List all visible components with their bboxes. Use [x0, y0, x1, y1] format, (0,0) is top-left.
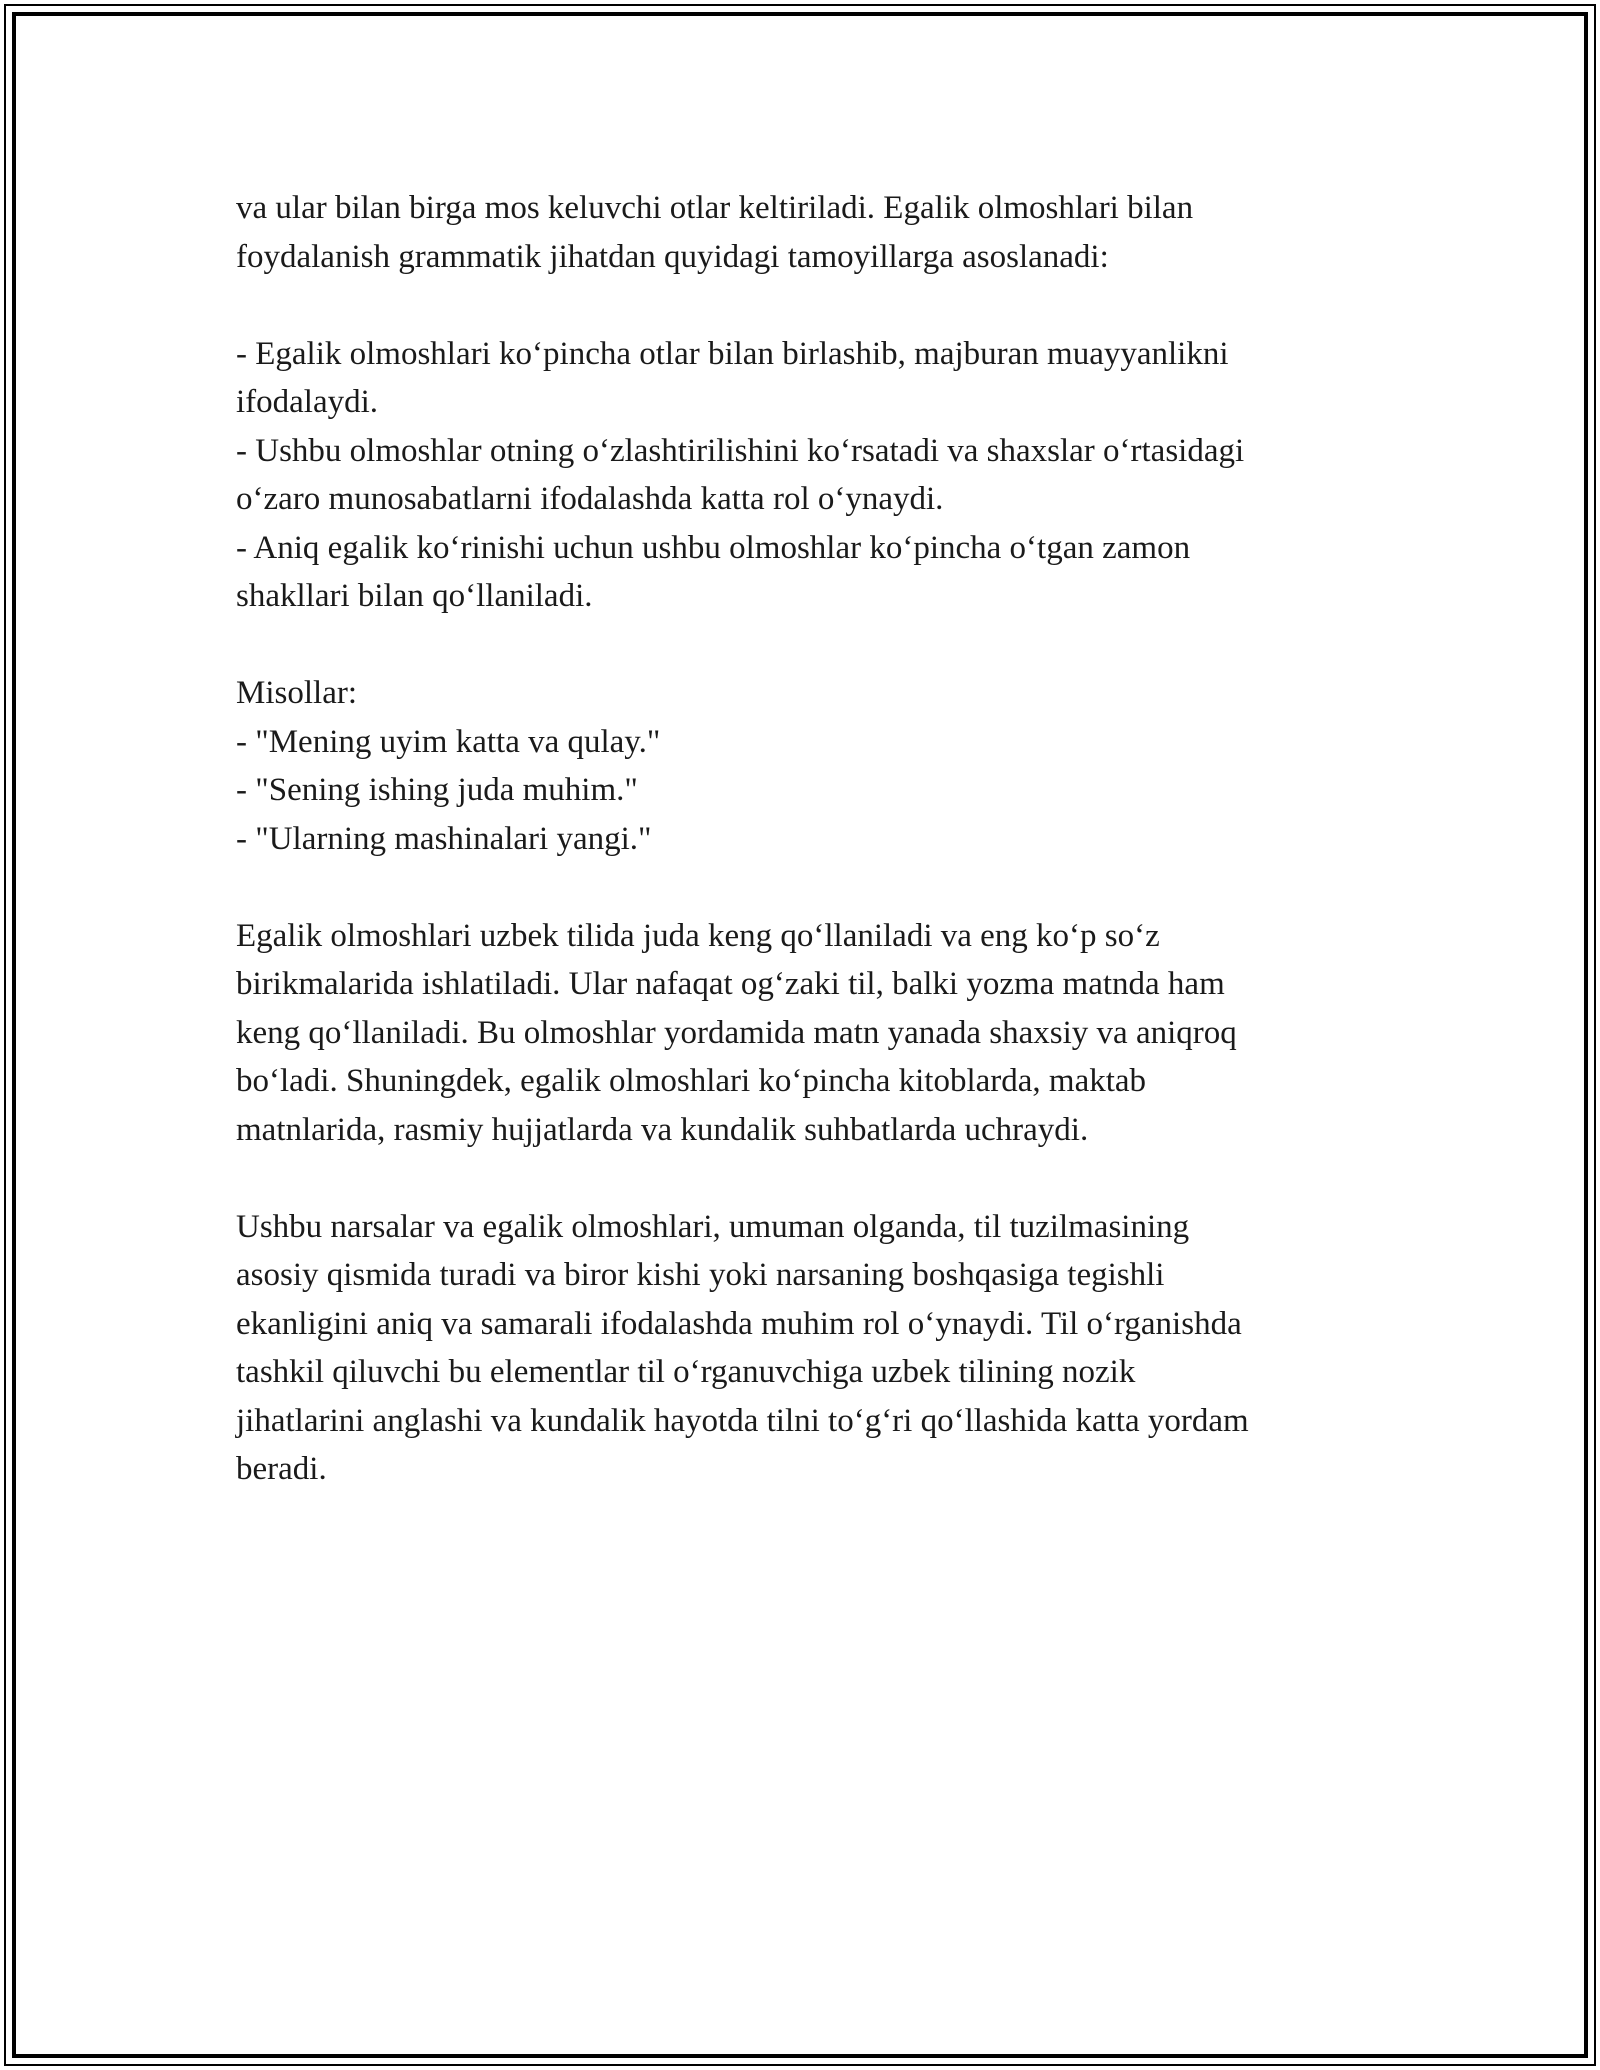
text-line: foydalanish grammatik jihatdan quyidagi tamoyillarga asoslanadi: — [236, 238, 1109, 275]
list-item: - "Mening uyim katta va qulay." — [236, 723, 661, 760]
text-line: matnlarida, rasmiy hujjatlarda va kundalik suhbatlarda uchraydi. — [236, 1111, 1089, 1148]
list-item: shakllari bilan qoʻllaniladi. — [236, 578, 593, 614]
examples-heading: Misollar: — [236, 675, 357, 711]
list-item: ifodalaydi. — [236, 384, 379, 420]
list-item: - "Ularning mashinalari yangi." — [236, 820, 652, 857]
rules-list — [236, 330, 1366, 621]
intro-paragraph — [236, 184, 1366, 281]
examples-list — [236, 669, 1366, 863]
document-body — [236, 184, 1366, 1542]
text-line: asosiy qismida turadi va biror kishi yoki narsaning boshqasiga tegishli — [236, 1257, 1165, 1293]
text-line: jihatlarini anglashi va kundalik hayotda tilni toʻgʻri qoʻllashida katta yordam — [236, 1402, 1249, 1439]
list-item: oʻzaro munosabatlarni ifodalashda katta rol oʻynaydi. — [236, 481, 944, 517]
text-line: boʻladi. Shuningdek, egalik olmoshlari koʻpincha kitoblarda, maktab — [236, 1063, 1147, 1099]
text-line: Egalik olmoshlari uzbek tilida juda keng qoʻllaniladi va eng koʻp soʻz — [236, 917, 1160, 954]
usage-paragraph — [236, 912, 1366, 1155]
list-item: - Ushbu olmoshlar otning oʻzlashtirilishini koʻrsatadi va shaxslar oʻrtasidagi — [236, 432, 1245, 469]
list-item: - Aniq egalik koʻrinishi uchun ushbu olmoshlar koʻpincha oʻtgan zamon — [236, 529, 1191, 566]
text-line: beradi. — [236, 1451, 327, 1487]
text-line: birikmalarida ishlatiladi. Ular nafaqat ogʻzaki til, balki yozma matnda ham — [236, 966, 1225, 1002]
text-line: tashkil qiluvchi bu elementlar til oʻrganuvchiga uzbek tilining nozik — [236, 1354, 1136, 1390]
list-item: - "Sening ishing juda muhim." — [236, 772, 638, 808]
list-item: - Egalik olmoshlari koʻpincha otlar bilan birlashib, majburan muayyanlikni — [236, 335, 1229, 372]
text-line: Ushbu narsalar va egalik olmoshlari, umuman olganda, til tuzilmasining — [236, 1208, 1190, 1245]
text-line: va ular bilan birga mos keluvchi otlar keltiriladi. Egalik olmoshlari bilan — [236, 190, 1194, 226]
text-line: keng qoʻllaniladi. Bu olmoshlar yordamida matn yanada shaxsiy va aniqroq — [236, 1014, 1237, 1051]
conclusion-paragraph — [236, 1203, 1366, 1494]
text-line: ekanligini aniq va samarali ifodalashda muhim rol oʻynaydi. Til oʻrganishda — [236, 1305, 1242, 1342]
